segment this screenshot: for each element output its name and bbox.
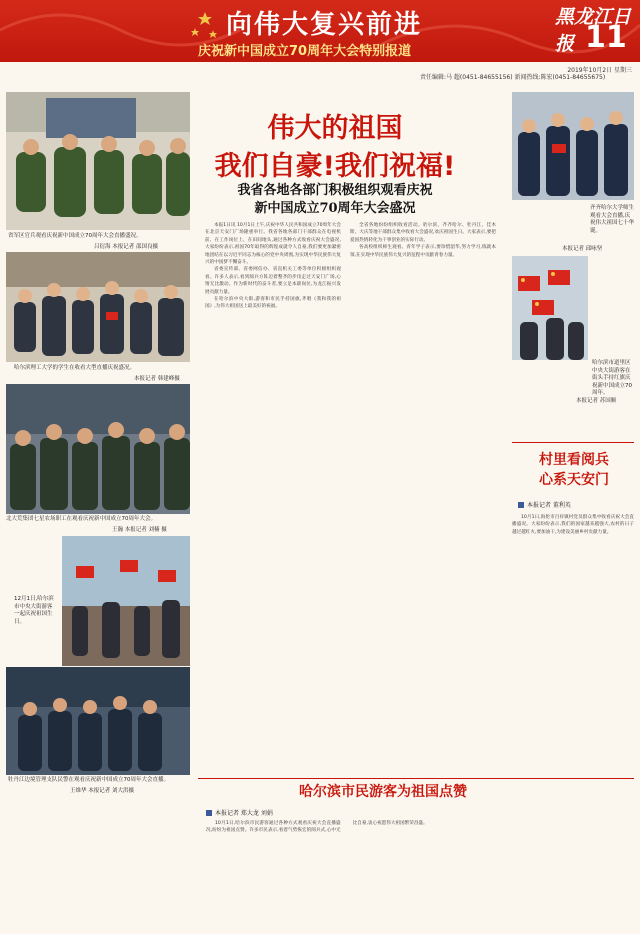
photo-university	[512, 92, 634, 200]
top-banner	[0, 0, 640, 62]
caption-students: 哈尔滨理工大学的学生在收看大型直播庆祝盛况。	[14, 365, 136, 371]
caption-university: 齐齐哈尔大学师生观看大会直播,庆祝伟大祖国七十华诞。	[590, 205, 635, 234]
caption-street: 12月1日,哈尔滨市中央大街游客一起庆祝祖国生日。	[14, 596, 54, 625]
bottom-article-body	[206, 820, 634, 928]
banner-subtitle: 庆祝新中国成立70周年大会特别报道	[198, 44, 412, 59]
credit-flags: 本报记者 苏国顺	[576, 398, 617, 404]
photo-officers	[6, 92, 190, 230]
side-headline-line-2: 心系天安门	[539, 472, 609, 488]
credit-university: 本报记者 邱咏坚	[562, 246, 603, 252]
column-2-text: 省委宣传部、省委网信办、省直机关工委等单位积极组织观看。许多人表示,看到阅兵方阵迈着整齐的步伐走过天安门广场,心情无比激动。作为新时代的奋斗者,要立足本职岗位,为龙江振兴发展贡献力量。	[205, 267, 341, 295]
credit-soldiers: 王瀚 本报记者 刘楠 摄	[112, 527, 167, 533]
photo-flags	[512, 256, 588, 360]
caption-band: 牡丹江边境管理支队民警在观看庆祝新中国成立70周年大会直播。	[8, 777, 170, 783]
side-byline-text: 本报记者 董利英	[527, 502, 571, 509]
article-column-2	[350, 222, 496, 774]
banner-title: 向伟大复兴前进	[226, 10, 423, 40]
caption-soldiers: 北大荒集团七星农场职工在观看庆祝新中国成立70周年大会。	[6, 516, 157, 522]
bottom-article-rule	[198, 778, 634, 779]
side-headline-line-1: 村里看阅兵	[539, 452, 609, 468]
main-subhead	[205, 182, 465, 218]
subhead-line-2: 新中国成立70周年大会盛况	[254, 201, 416, 216]
caption-flags: 哈尔滨市道里区中央大街游客在街头手持红旗庆祝新中国成立70周年。	[592, 360, 632, 396]
side-article-rule	[512, 442, 634, 443]
article-column-1	[205, 222, 341, 774]
newspaper-logo: 黑龙江日报	[555, 6, 632, 55]
subhead-line-1: 我省各地各部门积极组织观看庆祝	[237, 183, 433, 198]
column-3-text: 全省各地纷纷组织收看活动。哈尔滨、齐齐哈尔、牡丹江、佳木斯、大庆等地干部群众集中收看大会盛况,欢庆祖国生日。大家表示,要把爱国热情转化为干事创业的实际行动。	[350, 223, 496, 243]
side-article-body	[512, 514, 634, 770]
editor-bar	[0, 72, 640, 82]
column-5-text: 在哈尔滨中央大街,游客和市民手持国旗,齐唱《我和我的祖国》,为伟大祖国送上最美好的祝福。	[205, 297, 341, 310]
credit-band: 王维华 本报记者 刘大洪摄	[70, 788, 134, 794]
caption-officers: 省军区官兵观看庆祝新中国成立70周年大会直播盛况。	[8, 233, 142, 239]
side-article-text: 10月1日,海伦市百祥镇村党员群众集中收看庆祝大会直播盛况。大家纷纷表示,我们的国家越来越强大,农村的日子越过越红火,要加油干,为建设美丽乡村贡献力量。	[512, 515, 634, 535]
headline-line-1: 伟大的祖国	[267, 113, 403, 144]
bottom-byline-text: 本报记者 郑大龙 刘娟	[215, 810, 273, 817]
photo-street	[62, 536, 190, 666]
credit-officers: 吕衍海 本报记者 邵国良摄	[94, 244, 158, 250]
bottom-article-text: 10月1日,哈尔滨市民游客通过各种方式观看庆祝大会直播盛况,纷纷为祖国点赞。许多市民表示,看着气势恢宏的阅兵式,心中无比自豪,衷心祝愿伟大祖国繁荣昌盛。	[206, 821, 428, 834]
photo-soldiers	[6, 384, 190, 514]
editor-line: 责任编辑:马 超(0451-84655156) 新闻热线:陈宏(0451-84655675)	[420, 74, 606, 81]
side-article-headline	[515, 450, 633, 490]
headline-line-2: 我们自豪!我们祝福!	[214, 151, 456, 182]
page-number: 11	[585, 20, 627, 55]
column-1-text: 本报1日讯 10月1日上午,庆祝中华人民共和国成立70周年大会在北京天安门广场隆重举行。我省各地各部门干部群众在电视机前、在工作岗位上、在田间地头,通过各种方式收看庆祝大会盛况,大家纷纷表示,祖国70年取得的辉煌成就令人自豪,我们要更加紧密地团结在以习近平同志为核心的党中央周围,为实现中华民族伟大复兴的中国梦不懈奋斗。	[205, 223, 341, 266]
issue-date: 2019年10月2日 星期三	[567, 67, 632, 74]
side-byline	[518, 500, 571, 509]
bottom-byline	[206, 808, 273, 817]
photo-band	[6, 667, 190, 775]
credit-students: 本报记者 韩建峰摄	[134, 376, 180, 382]
photo-students	[6, 252, 190, 362]
main-headline	[190, 110, 480, 186]
bottom-article-headline: 哈尔滨市民游客为祖国点赞	[299, 784, 467, 800]
column-4-text: 各高校组织师生观看。青年学子表示,要珍惜韶华,努力学习,练就本领,在实现中华民族伟大复兴的征程中贡献青春力量。	[350, 245, 496, 258]
